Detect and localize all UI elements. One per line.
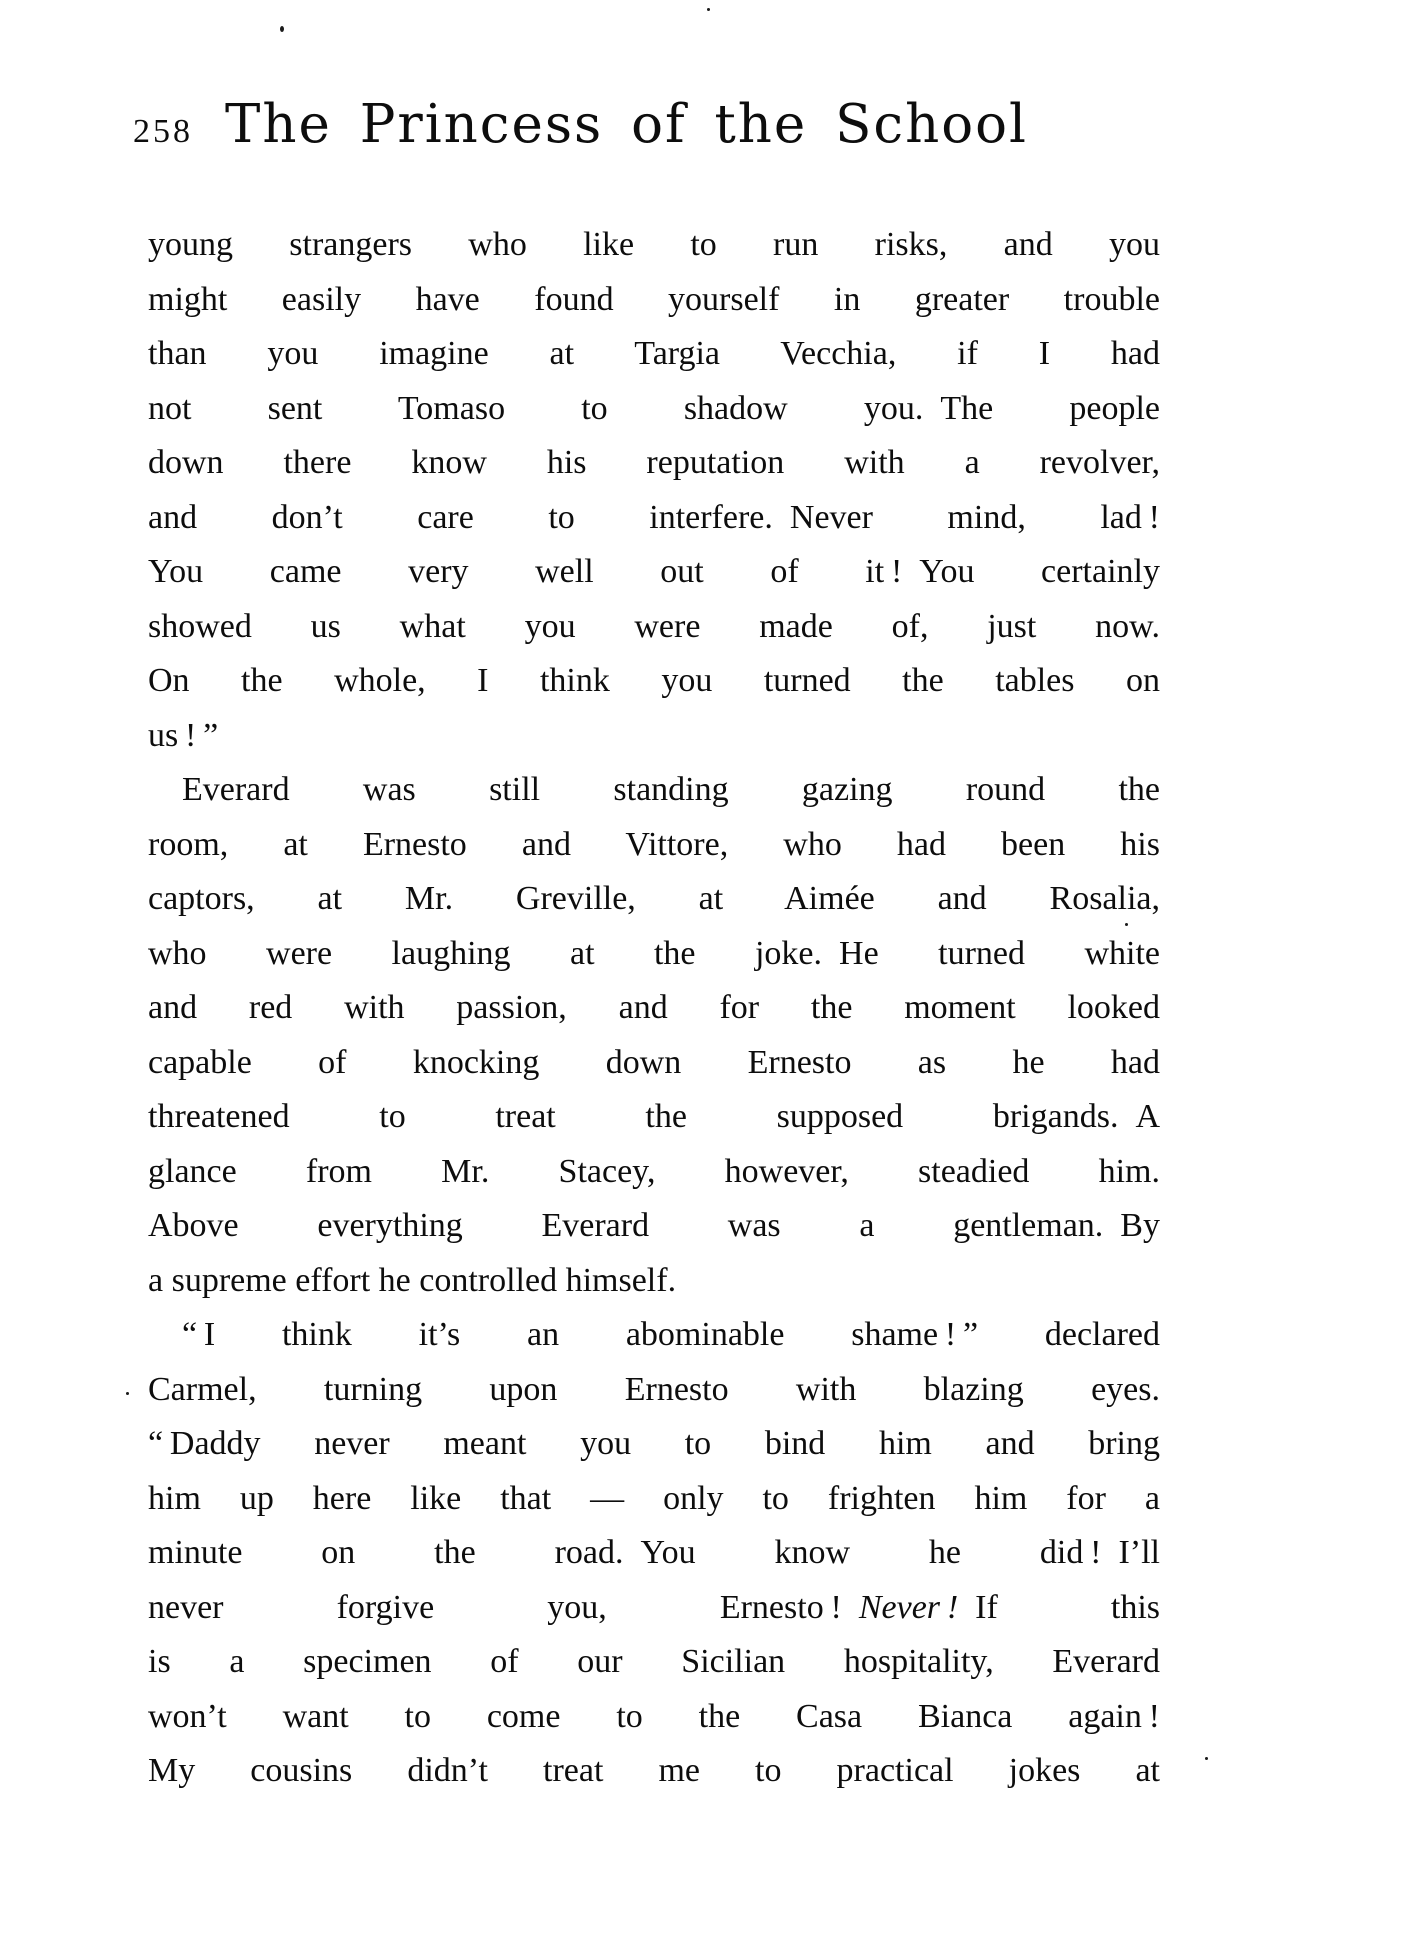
- text-line: him up here like that — only to frighten him for a: [148, 1479, 1160, 1517]
- text-line: than you imagine at Targia Vecchia, if I had: [148, 335, 1160, 372]
- text-line: and red with passion, and for the moment looked: [148, 989, 1160, 1026]
- text-line: a supreme effort he controlled himself.: [148, 1261, 677, 1299]
- text-line: capable of knocking down Ernesto as he had: [148, 1043, 1160, 1081]
- text-line: minute on the road. You know he did ! I’ll: [148, 1534, 1160, 1571]
- text-line: threatened to treat the supposed brigands. A: [148, 1098, 1160, 1135]
- page-text: [148, 218, 1160, 1799]
- text-line: is a specimen of our Sicilian hospitality, Everard: [148, 1643, 1160, 1680]
- text-line: glance from Mr. Stacey, however, steadied him.: [148, 1152, 1160, 1190]
- text-line: captors, at Mr. Greville, at Aimée and Rosalia,: [148, 880, 1160, 917]
- text-line: not sent Tomaso to shadow you. The people: [148, 389, 1160, 427]
- page-number: 258: [133, 113, 193, 150]
- text-line: never forgive you, Ernesto ! Never ! If this: [148, 1588, 1160, 1626]
- text-line: “ Daddy never meant you to bind him and bring: [148, 1425, 1160, 1462]
- scan-speck: [126, 1392, 129, 1395]
- page-title: The Princess of the School: [225, 94, 1028, 155]
- scan-speck: [1205, 1757, 1208, 1760]
- text-line: and don’t care to interfere. Never mind, lad !: [148, 498, 1160, 536]
- text-line: might easily have found yourself in greater trouble: [148, 280, 1160, 318]
- page-header: [133, 94, 1028, 155]
- text-line: room, at Ernesto and Vittore, who had been his: [148, 825, 1160, 863]
- text-line: You came very well out of it ! You certainly: [148, 553, 1160, 590]
- text-line: Everard was still standing gazing round the: [182, 771, 1160, 808]
- scan-speck: [707, 8, 710, 11]
- text-line: us ! ”: [148, 716, 219, 754]
- text-line: On the whole, I think you turned the tables on: [148, 662, 1160, 699]
- scan-speck: [280, 26, 284, 32]
- text-line: Carmel, turning upon Ernesto with blazing eyes.: [148, 1370, 1160, 1408]
- text-line: who were laughing at the joke. He turned white: [148, 934, 1160, 972]
- text-line: “ I think it’s an abominable shame ! ” declared: [182, 1316, 1160, 1353]
- text-line: young strangers who like to run risks, and you: [148, 226, 1160, 263]
- scan-speck: [1125, 923, 1128, 926]
- text-line: down there know his reputation with a revolver,: [148, 444, 1160, 481]
- text-line: Above everything Everard was a gentleman. By: [148, 1207, 1160, 1244]
- text-line: My cousins didn’t treat me to practical jokes at: [148, 1752, 1160, 1789]
- text-line: showed us what you were made of, just now.: [148, 607, 1160, 645]
- text-line: won’t want to come to the Casa Bianca again !: [148, 1697, 1160, 1735]
